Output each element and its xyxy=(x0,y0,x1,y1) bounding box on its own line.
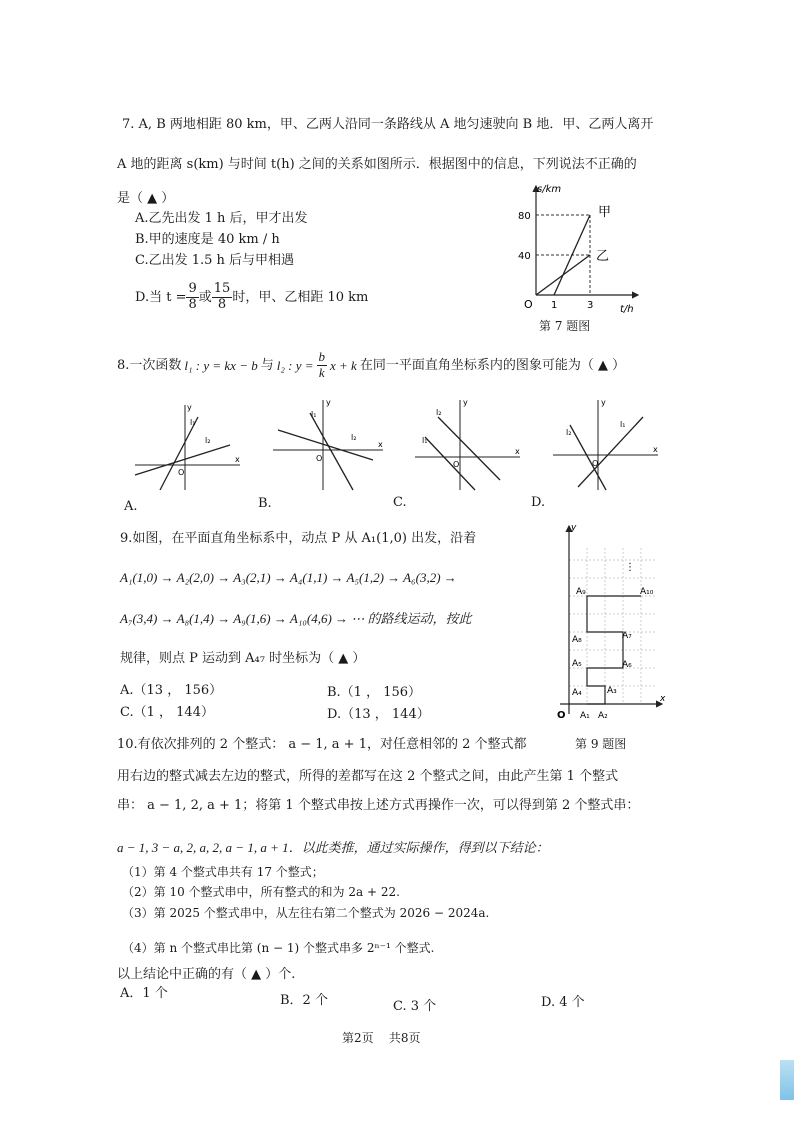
q8c-l1-label: l₁ xyxy=(422,436,428,445)
q9-label-a3: A₃ xyxy=(607,686,617,696)
q8-graph-d xyxy=(548,395,663,495)
q9-label-a10: A₁₀ xyxy=(640,587,654,597)
q9-label-a2: A₂ xyxy=(598,711,608,721)
q8d-l1-label: l₁ xyxy=(620,420,626,429)
q8a-line-l1 xyxy=(160,417,198,490)
q9-line3: A₇(3,4) → A₈(1,4) → A₉(1,6) → A₁₀(4,6) → ⋯ 的路线运动，按此 xyxy=(120,611,472,626)
q7-frac2-num: 15 xyxy=(213,281,231,296)
q9-grid xyxy=(569,548,655,704)
q9-line2: A₁(1,0) → A₂(2,0) → A₃(2,1) → A₄(1,1) → A₅(1,2) → A₆(3,2) → xyxy=(120,570,457,585)
q8c-line-l1 xyxy=(438,417,500,480)
q8b-l1-label: l₁ xyxy=(311,410,317,419)
q7-line1: 7. A, B 两地相距 80 km，甲、乙两人沿同一条路线从 A 地匀速驶向 B 地．甲、乙两人离开 xyxy=(122,117,654,132)
q8-option-b: B. xyxy=(258,496,272,511)
q10-line1: 10.有依次排列的 2 个整式： a − 1, a + 1，对任意相邻的 2 个整式都 xyxy=(117,737,527,752)
page-footer: 第2页 共8页 xyxy=(342,1031,421,1045)
q10-conclusion-2: （2）第 10 个整式串中，所有整式的和为 2a + 22. xyxy=(122,885,400,899)
q8c-x-label: x xyxy=(515,447,520,456)
q8b-x-label: x xyxy=(378,440,383,449)
q10-line4: a − 1, 3 − a, 2, a, 2, a − 1, a + 1．以此类推，通过实际操作，得到以下结论： xyxy=(117,840,549,855)
q7-option-b: B.甲的速度是 40 km / h xyxy=(135,232,280,247)
q8b-l2-label: l₂ xyxy=(351,433,357,442)
q8d-x-label: x xyxy=(653,445,658,454)
q7-option-d-prefix: D.当 t = xyxy=(135,289,187,305)
q7-frac1-den: 8 xyxy=(188,296,197,312)
q7-ytick-80: 80 xyxy=(518,211,531,222)
q9-dots: ⋮ xyxy=(625,562,635,573)
q7-option-d-or: 或 xyxy=(198,289,212,305)
q10-line2: 用右边的整式减去左边的整式，所得的差都写在这 2 个整式之间，由此产生第 1 个整式 xyxy=(117,769,619,784)
q8b-line-l2 xyxy=(278,430,373,460)
q8c-origin: O xyxy=(453,460,460,469)
q8-l1: l₁ : y = kx − b xyxy=(184,357,258,373)
q7-xtick-1: 1 xyxy=(551,300,558,311)
q8b-y-label: y xyxy=(326,398,331,407)
q7-frac2-den: 8 xyxy=(217,296,227,312)
q8-prefix: 8.一次函数 xyxy=(117,357,182,373)
q7-option-a: A.乙先出发 1 h 后，甲才出发 xyxy=(135,211,308,226)
q7-xlabel: t/h xyxy=(620,304,634,315)
q8d-origin: O xyxy=(592,459,599,468)
q9-figure xyxy=(540,518,670,723)
q9-label-a5: A₅ xyxy=(572,659,582,669)
q9-origin: O xyxy=(557,710,566,721)
q8a-l1-label: l₁ xyxy=(190,418,196,427)
q8d-y-label: y xyxy=(601,398,606,407)
q7-line2: A 地的距离 s(km) 与时间 t(h) 之间的关系如图所示．根据图中的信息，下列说法不正确的 xyxy=(117,157,637,172)
q9-line4: 规律，则点 P 运动到 A₄₇ 时坐标为（ ▲ ） xyxy=(120,651,366,666)
q8-graph-b xyxy=(268,395,388,495)
q7-label-jia: 甲 xyxy=(598,205,612,220)
q7-line-yi xyxy=(536,255,590,295)
q7-option-d xyxy=(135,282,368,313)
q9-caption: 第 9 题图 xyxy=(575,737,627,751)
q10-conclusion-3: （3）第 2025 个整式串中，从左往右第二个整式为 2026 − 2024a. xyxy=(122,906,490,920)
q7-chart xyxy=(510,180,645,320)
q7-line3: 是（ ▲ ） xyxy=(117,191,175,206)
scan-artifact xyxy=(780,1060,794,1100)
q10-question: 以上结论中正确的有（ ▲ ）个. xyxy=(117,967,296,982)
q8-stem xyxy=(117,350,625,381)
q9-option-c: C.（1 ， 144） xyxy=(120,705,214,720)
q8c-l2-label: l₂ xyxy=(436,408,442,417)
q8-graph-a xyxy=(130,395,245,495)
q10-option-b: B．2 个 xyxy=(280,993,328,1008)
q7-option-d-suffix: 时，甲、乙相距 10 km xyxy=(232,289,369,305)
q8b-origin: O xyxy=(316,454,323,463)
q8-frac-num: b xyxy=(318,349,326,364)
q9-option-b: B.（1 ， 156） xyxy=(327,685,422,700)
q8a-l2-label: l₂ xyxy=(205,436,211,445)
q9-label-a1: A₁ xyxy=(580,711,590,721)
q9-label-a7: A₇ xyxy=(622,631,632,641)
q9-label-a4: A₄ xyxy=(572,688,582,698)
q8-and: 与 xyxy=(260,357,274,373)
q10-line3: 串： a − 1, 2, a + 1；将第 1 个整式串按上述方式再操作一次，可以得到第 2 个整式串： xyxy=(117,798,640,813)
q8d-line-l2 xyxy=(578,417,643,487)
q9-label-a9: A₉ xyxy=(576,587,586,597)
q8-suffix: 在同一平面直角坐标系内的图象可能为（ ▲ ） xyxy=(359,357,626,373)
q7-ylabel: s/km xyxy=(537,184,562,195)
q9-label-a6: A₆ xyxy=(622,660,632,670)
q8c-line-l2 xyxy=(425,437,475,490)
q7-caption: 第 7 题图 xyxy=(539,319,591,333)
q8a-y-label: y xyxy=(187,403,192,412)
q7-line-jia xyxy=(554,215,590,295)
q9-option-d: D.（13 ， 144） xyxy=(327,707,430,722)
q8d-l2-label: l₂ xyxy=(566,428,572,437)
q7-option-c: C.乙出发 1.5 h 后与甲相遇 xyxy=(135,253,295,268)
q8-option-c: C. xyxy=(393,495,407,510)
q9-line1: 9.如图，在平面直角坐标系中，动点 P 从 A₁(1,0) 出发，沿着 xyxy=(120,531,477,546)
q10-conclusion-4: （4）第 n 个整式串比第 (n − 1) 个整式串多 2ⁿ⁻¹ 个整式. xyxy=(122,941,435,955)
q8a-origin: O xyxy=(178,468,185,477)
q8-option-d: D. xyxy=(531,495,546,510)
q7-label-yi: 乙 xyxy=(596,249,610,264)
q8-graph-c xyxy=(410,395,525,495)
q8-l2-prefix: l₂ : y = xyxy=(276,357,314,373)
q8-frac-den: k xyxy=(318,364,325,380)
q7-frac1-num: 9 xyxy=(188,281,197,296)
q7-fraction-9-8 xyxy=(186,282,198,313)
q7-fraction-15-8 xyxy=(212,282,233,313)
q8-option-a: A. xyxy=(124,499,138,514)
q8c-y-label: y xyxy=(463,398,468,407)
q8d-line-l1 xyxy=(570,425,606,490)
q10-conclusion-1: （1）第 4 个整式串共有 17 个整式； xyxy=(122,865,324,879)
q8a-x-label: x xyxy=(235,455,240,464)
q9-y-label: y xyxy=(571,523,577,533)
q10-option-c: C. 3 个 xyxy=(393,999,437,1014)
q8-l2-suffix: x + k xyxy=(330,357,357,373)
q7-ytick-40: 40 xyxy=(518,251,531,262)
q8-fraction-b-k xyxy=(317,350,328,381)
q10-option-a: A．1 个 xyxy=(120,986,168,1001)
q9-option-a: A.（13 ， 156） xyxy=(120,683,223,698)
q9-x-label: x xyxy=(660,694,666,704)
q7-xtick-3: 3 xyxy=(587,300,594,311)
q7-origin: O xyxy=(524,298,533,311)
q10-option-d: D. 4 个 xyxy=(541,995,585,1010)
q9-label-a8: A₈ xyxy=(572,635,582,645)
